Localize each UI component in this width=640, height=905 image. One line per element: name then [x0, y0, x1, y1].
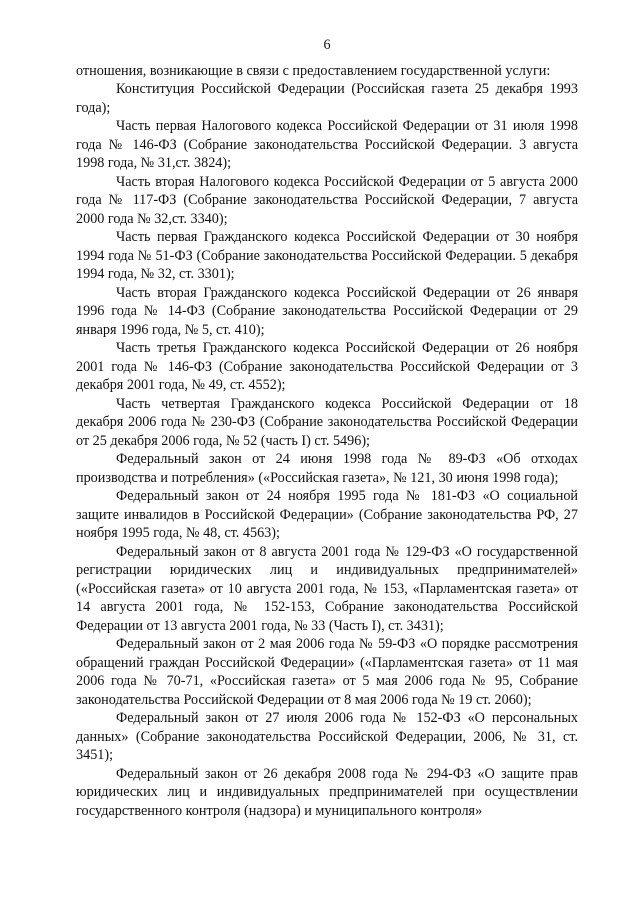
- document-body: [76, 62, 578, 821]
- document-paragraph: Часть третья Гражданского кодекса Российской Федерации от 26 ноября 2001 года № 146-ФЗ (Собрание законодательства Российской Федерации от 3 декабря 2001 года, № 49, ст. 4552);: [76, 340, 578, 393]
- document-paragraph: Федеральный закон от 8 августа 2001 года № 129-ФЗ «О государственной регистрации юридических лиц и индивидуальных предпринимателей» («Российская газета» от 10 августа 2001 года, № 153, «Парламентская газета» от 14 августа 2001 года, № 152-153, Собрание законодательства Российской Федерации от 13 августа 2001 года, № 33 (Часть I), ст. 3431);: [76, 543, 578, 634]
- document-paragraph: Федеральный закон от 26 декабря 2008 года № 294-ФЗ «О защите прав юридических лиц и индивидуальных предпринимателей при осуществлении государственного контроля (надзора) и муниципального контроля»: [76, 765, 578, 819]
- document-paragraph: Часть первая Гражданского кодекса Российской Федерации от 30 ноября 1994 года № 51-ФЗ (Собрание законодательства Российской Федерации. 5 декабря 1994 года, № 32, ст. 3301);: [76, 229, 578, 282]
- page-number: 6: [323, 37, 331, 53]
- document-paragraph: Часть первая Налогового кодекса Российской Федерации от 31 июля 1998 года № 146-ФЗ (Собрание законодательства Российской Федерации. 3 августа 1998 года, № 31,ст. 3824);: [76, 118, 578, 171]
- document-paragraph: Часть вторая Гражданского кодекса Российской Федерации от 26 января 1996 года № 14-ФЗ (Собрание законодательства Российской Федерации от 29 января 1996 года, № 5, ст. 410);: [76, 284, 578, 338]
- document-paragraph: Федеральный закон от 27 июля 2006 года № 152-ФЗ «О персональных данных» (Собрание законодательства Российской Федерации, 2006, № 31, ст. 3451);: [76, 710, 578, 763]
- document-paragraph: Федеральный закон от 24 июня 1998 года № 89-ФЗ «Об отходах производства и потребления» («Российская газета», № 121, 30 июня 1998 года);: [76, 451, 578, 486]
- document-paragraph: отношения, возникающие в связи с предоставлением государственной услуги:: [76, 62, 551, 79]
- document-paragraph: Часть четвертая Гражданского кодекса Российской Федерации от 18 декабря 2006 года № 230-ФЗ (Собрание законодательства Российской Федерации от 25 декабря 2006 года, № 52 (часть I) ст. 5496);: [76, 395, 578, 449]
- document-paragraph: Федеральный закон от 24 ноября 1995 года № 181-ФЗ «О социальной защите инвалидов в Российской Федерации» (Собрание законодательства РФ, 27 ноября 1995 года, № 48, ст. 4563);: [76, 488, 578, 541]
- document-paragraph: Конституция Российской Федерации (Российская газета 25 декабря 1993 года);: [76, 81, 578, 116]
- document-paragraph: Часть вторая Налогового кодекса Российской Федерации от 5 августа 2000 года № 117-ФЗ (Собрание законодательства Российской Федерации, 7 августа 2000 года № 32,ст. 3340);: [76, 173, 578, 227]
- document-paragraph: Федеральный закон от 2 мая 2006 года № 59-ФЗ «О порядке рассмотрения обращений граждан Российской Федерации» («Парламентская газета» от 11 мая 2006 года № 70-71, «Российская газета» от 5 мая 2006 года № 95, Собрание законодательства Российской Федерации от 8 мая 2006 года № 19 ст. 2060);: [76, 636, 578, 708]
